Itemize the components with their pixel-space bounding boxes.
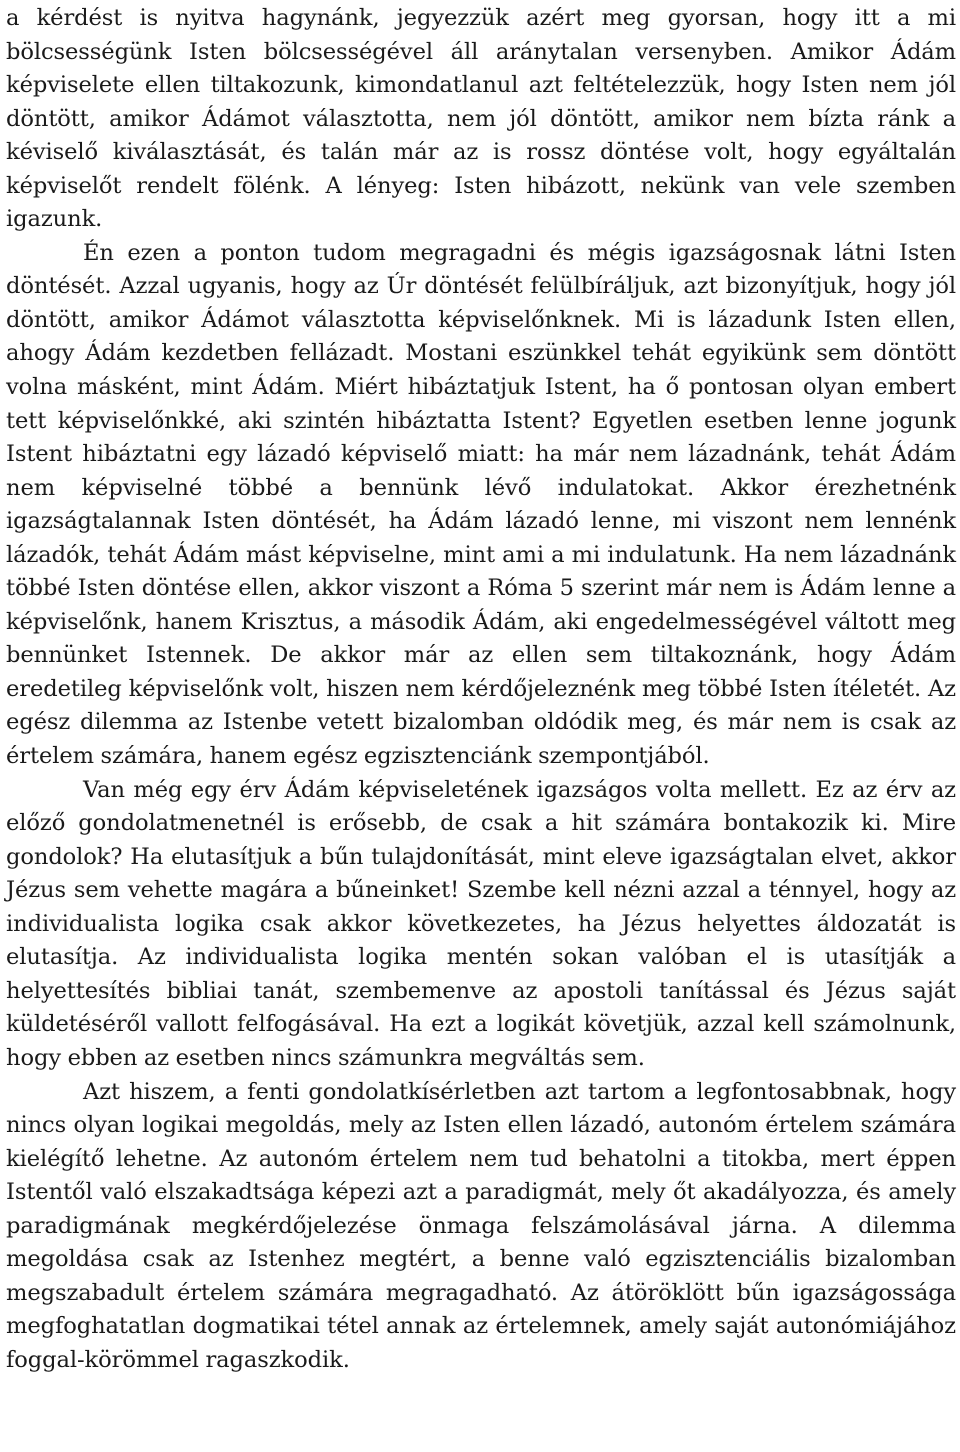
paragraph-conclusion: Azt hiszem, a fenti gondolatkísérletben azt tartom a legfontosabbnak, hogy nincs olyan logikai megoldás, mely az Isten ellen lázadó, autonóm értelem számára kielégítő lehetne. Az autonóm értelem nem tud behatolni a titokba, mert éppen Istentől való elszakadtsága képezi azt a paradigmát, mely őt akadályozza, és amely paradigmának megkérdőjelezése önmaga felszámolásával járna. A dilemma megoldása csak az Istenhez megtért, a benne való egzisztenciális bizalomban megszabadult értelem számára megragadható. Az átöröklött bűn igazságossága megfoghatatlan dogmatikai tétel annak az értelemnek, amely saját autonómiájához foggal-körömmel ragaszkodik. [6, 1078, 956, 1373]
paragraph-argument: Van még egy érv Ádám képviseletének igazságos volta mellett. Ez az érv az előző gondolatmenetnél is erősebb, de csak a hit számára bontakozik ki. Mire gondolok? Ha elutasítjuk a bűn tulajdonítását, mint eleve igazságtalan elvet, akkor Jézus sem vehette magára a bűneinket! Szembe kell nézni azzal a ténnyel, hogy az individualista logika csak akkor következetes, ha Jézus helyettes áldozatát is elutasítja. Az individualista logika mentén sokan valóban el is utasítják a helyettesítés bibliai tanát, szembemenve az apostoli tanítással és Jézus saját küldetéséről vallott felfogásával. Ha ezt a logikát követjük, azzal kell számolnunk, hogy ebben az esetben nincs számunkra megváltás sem. [6, 776, 956, 1071]
document-page [6, 2, 956, 1377]
paragraph-decision: Én ezen a ponton tudom megragadni és mégis igazságosnak látni Isten döntését. Azzal ugyanis, hogy az Úr döntését felülbíráljuk, azt bizonyítjuk, hogy jól döntött, amikor Ádámot választotta képviselőnknek. Mi is lázadunk Isten ellen, ahogy Ádám kezdetben fellázadt. Mostani eszünkkel tehát egyikünk sem döntött volna másként, mint Ádám. Miért hibáztatjuk Istent, ha ő pontosan olyan embert tett képviselőnkké, aki szintén hibáztatta Istent? Egyetlen esetben lenne jogunk Istent hibáztatni egy lázadó képviselő miatt: ha már nem lázadnánk, tehát Ádám nem képviselné többé a bennünk lévő indulatokat. Akkor érezhetnénk igazságtalannak Isten döntését, ha Ádám lázadó lenne, mi viszont nem lennénk lázadók, tehát Ádám mást képviselne, mint ami a mi indulatunk. Ha nem lázadnánk többé Isten döntése ellen, akkor viszont a Róma 5 szerint már nem is Ádám lenne a képviselőnk, hanem Krisztus, a második Ádám, aki engedelmességével váltott meg bennünket Istennek. De akkor már az ellen sem tiltakoznánk, hogy Ádám eredetileg képviselőnk volt, hiszen nem kérdőjeleznénk meg többé Isten ítéletét. Az egész dilemma az Istenbe vetett bizalomban oldódik meg, és már nem is csak az értelem számára, hanem egész egzisztenciánk szempontjából. [6, 239, 956, 770]
paragraph-continuation: a kérdést is nyitva hagynánk, jegyezzük azért meg gyorsan, hogy itt a mi bölcsességünk Isten bölcsességével áll aránytalan versenyben. Amikor Ádám képviselete ellen tiltakozunk, kimondatlanul azt feltételezzük, hogy Isten nem jól döntött, amikor Ádámot választotta, nem jól döntött, amikor nem bízta ránk a kéviselő kiválasztását, és talán már az is rossz döntése volt, hogy egyáltalán képviselőt rendelt fölénk. A lényeg: Isten hibázott, nekünk van vele szemben igazunk. [6, 5, 956, 233]
